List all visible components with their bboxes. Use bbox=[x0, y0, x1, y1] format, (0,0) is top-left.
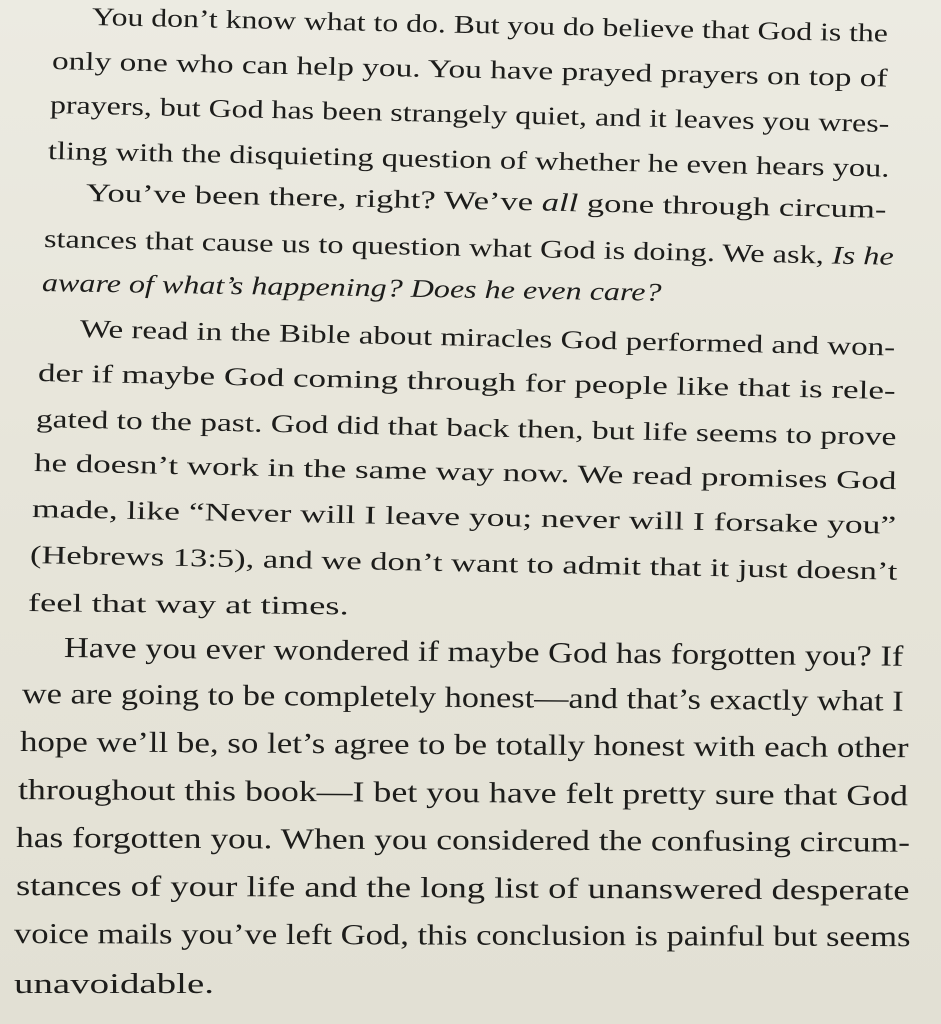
paragraph-3-line-3: gated to the past. God did that back then, but life seems to prove bbox=[35, 404, 897, 452]
paragraph-3-line-1: We read in the Bible about miracles God performed and won- bbox=[79, 314, 896, 362]
paragraph-3-line-5: made, like “Never will I leave you; never will I forsake you” bbox=[31, 494, 897, 540]
paragraph-1-line-1: You don’t know what to do. But you do believe that God is the bbox=[91, 2, 889, 48]
paragraph-1-line-2: only one who can help you. You have prayed prayers on top of bbox=[51, 46, 888, 93]
paragraph-4-line-5: has forgotten you. When you considered the confusing circum- bbox=[15, 822, 911, 859]
paragraph-3-line-7: feel that way at times. bbox=[27, 588, 349, 621]
paragraph-4-line-1: Have you ever wondered if maybe God has forgotten you? If bbox=[63, 632, 904, 673]
paragraph-4-line-6: stances of your life and the long list of unanswered desperate bbox=[15, 870, 910, 907]
paragraph-4-line-4: throughout this book—I bet you have felt pretty sure that God bbox=[17, 774, 909, 813]
paragraph-4-line-2: we are going to be completely honest—and that’s exactly what I bbox=[21, 678, 904, 718]
paragraph-1-line-4: tling with the disquieting question of whether he even hears you. bbox=[47, 136, 890, 183]
paragraph-2-line-3: aware of what’s happening? Does he even care? bbox=[41, 268, 662, 307]
paragraph-4-line-8: unavoidable. bbox=[14, 968, 214, 1000]
paragraph-4-line-3: hope we’ll be, so let’s agree to be totally honest with each other bbox=[19, 726, 909, 765]
paragraph-1-line-3: prayers, but God has been strangely quiet, and it leaves you wres- bbox=[49, 90, 890, 139]
paragraph-4-line-7: voice mails you’ve left God, this conclusion is painful but seems bbox=[13, 918, 911, 954]
paragraph-3-line-2: der if maybe God coming through for people like that is rele- bbox=[37, 358, 896, 405]
paragraph-2-line-2: stances that cause us to question what God is doing. We ask, Is he bbox=[43, 224, 895, 271]
paragraph-2-line-1: You’ve been there, right? We’ve all gone through circum- bbox=[85, 178, 887, 224]
paragraph-3-line-6: (Hebrews 13:5), and we don’t want to admit that it just doesn’t bbox=[29, 540, 898, 586]
paragraph-3-line-4: he doesn’t work in the same way now. We read promises God bbox=[33, 448, 897, 496]
